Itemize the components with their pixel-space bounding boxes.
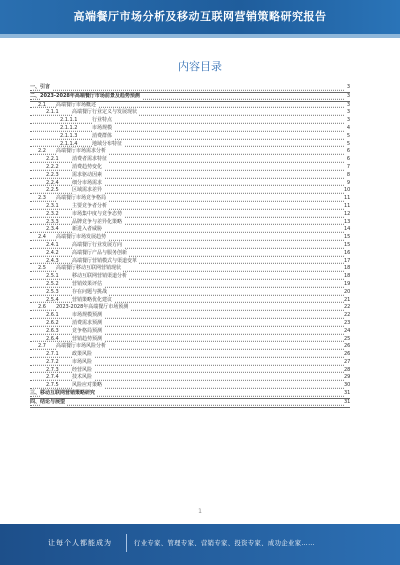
- toc-entry-number: 2.7.3: [46, 366, 59, 373]
- toc-entry-page: 13: [344, 218, 351, 225]
- toc-entry-page: 11: [344, 195, 351, 202]
- toc-entry-title: 风险应对策略: [72, 382, 103, 389]
- table-of-contents: [30, 84, 350, 408]
- toc-entry-title: 营销效果评估: [72, 280, 103, 287]
- toc-entry-title: 需求驱动因素: [72, 171, 103, 178]
- toc-entry-title: 营销趋势预测: [72, 335, 103, 342]
- toc-entry-title: 移动互联网营销渠道分析: [72, 273, 128, 280]
- toc-entry-page: 29: [344, 374, 351, 381]
- toc-entry-title: 存在问题与挑战: [72, 288, 108, 295]
- toc-entry-page: 3: [344, 93, 350, 101]
- toc-entry-number: 2.6.4: [46, 335, 59, 342]
- toc-entry-title: 2023-2028年高端餐厅市场前景及趋势预测: [40, 92, 140, 99]
- page-footer: [0, 524, 400, 565]
- toc-entry-page: 15: [344, 241, 351, 248]
- toc-entry-title: 主要竞争者分析: [72, 202, 108, 209]
- toc-leader-dots: [30, 82, 344, 91]
- toc-entry-title: 高端餐厅市场概述: [56, 101, 97, 108]
- toc-entry-number: 2.3.2: [46, 210, 59, 217]
- toc-entry-number: 2.6: [38, 304, 46, 311]
- toc-entry-title: 地域分布特征: [92, 140, 123, 147]
- toc-entry-number: 三、: [30, 390, 41, 397]
- toc-entry-title: 结论与展望: [40, 398, 66, 405]
- toc-entry-title: 技术风险: [72, 374, 93, 381]
- toc-entry-number: 2.1.1: [46, 109, 59, 116]
- toc-entry-page: 8: [344, 172, 350, 180]
- toc-entry-title: 高端餐厅产品与服务创新: [72, 249, 128, 256]
- toc-entry-page: 7: [344, 164, 350, 172]
- toc-entry-number: 2.7.5: [46, 382, 59, 389]
- toc-entry-page: 14: [344, 226, 351, 233]
- toc-entry-number: 2.2.4: [46, 179, 59, 186]
- toc-entry-number: 2.1.1.4: [60, 140, 78, 147]
- toc-entry-title: 2023-2028年高端餐厅市场预测: [56, 304, 129, 311]
- header-band: [0, 34, 400, 38]
- toc-entry-title: 市场风险: [72, 358, 93, 365]
- toc-entry-title: 市场规模: [92, 124, 113, 131]
- toc-entry-number: 2.1.1.2: [60, 124, 78, 131]
- page-header: [0, 0, 400, 34]
- toc-entry-page: 20: [344, 288, 351, 295]
- footer-divider: [126, 534, 127, 552]
- toc-entry-title: 新进入者威胁: [72, 226, 103, 233]
- toc-entry-title: 高端餐厅移动互联网营销现状: [56, 265, 122, 272]
- toc-entry-page: 15: [344, 234, 351, 241]
- toc-entry-number: 一、: [30, 84, 41, 90]
- toc-entry-number: 四、: [30, 398, 41, 405]
- toc-entry-page: 6: [344, 156, 350, 164]
- toc-entry-page: 19: [344, 280, 351, 287]
- toc-entry-title: 消费群体: [92, 132, 113, 139]
- toc-entry-number: 2.4.1: [46, 241, 59, 248]
- toc-entry-page: 24: [344, 327, 351, 334]
- toc-entry-page: 18: [344, 273, 351, 280]
- toc-entry-title: 消费需求预测: [72, 319, 103, 326]
- toc-entry-title: 营销策略优化建议: [72, 296, 113, 303]
- toc-entry-number: 2.1: [38, 101, 46, 108]
- toc-entry-page: 5: [344, 133, 350, 141]
- toc-entry-page: 18: [344, 265, 351, 272]
- footer-tagline: 行业专家、管理专家、营销专家、投资专家、成功企业家……: [134, 540, 315, 547]
- toc-entry-number: 2.5.4: [46, 296, 59, 303]
- toc-entry-number: 2.2.3: [46, 171, 59, 178]
- toc-entry-page: 3: [344, 102, 350, 110]
- toc-entry-number: 2.4.2: [46, 249, 59, 256]
- toc-entry-title: 政策风险: [72, 351, 93, 358]
- toc-entry-page: 16: [344, 249, 351, 256]
- toc-entry-title: 高端餐厅市场竞争格局: [56, 195, 107, 202]
- toc-heading: 内容目录: [178, 60, 222, 73]
- toc-entry-title: 区域需求差异: [72, 187, 103, 194]
- toc-entry-page: 9: [344, 180, 350, 188]
- toc-entry-title: 经营风险: [72, 366, 93, 373]
- toc-entry-page: 28: [344, 366, 351, 373]
- toc-entry-number: 2.6.2: [46, 319, 59, 326]
- toc-entry-title: 品牌竞争与差异化策略: [72, 218, 123, 225]
- toc-entry-page: 17: [344, 257, 351, 264]
- footer-slogan: 让每个人都能成为: [48, 539, 112, 547]
- toc-entry-page: 21: [344, 296, 351, 303]
- toc-entry-number: 2.6.1: [46, 312, 59, 319]
- toc-entry-number: 2.7.1: [46, 351, 59, 358]
- toc-entry-title: 行业特点: [92, 117, 113, 124]
- toc-entry-page: 6: [344, 148, 350, 156]
- toc-entry-number: 2.3.4: [46, 226, 59, 233]
- report-title: 高端餐厅市场分析及移动互联网营销策略研究报告: [73, 10, 327, 23]
- toc-entry-title: 消费者需求特征: [72, 156, 108, 163]
- toc-entry-number: 2.7: [38, 343, 46, 350]
- toc-entry-page: 25: [344, 335, 351, 342]
- toc-entry-number: 2.2.2: [46, 163, 59, 170]
- toc-entry[interactable]: [30, 399, 350, 408]
- toc-entry-page: 12: [344, 210, 351, 217]
- toc-entry-page: 31: [344, 398, 351, 405]
- toc-entry-page: 26: [344, 351, 351, 358]
- toc-entry-title: 高端餐厅行业发展方向: [72, 241, 123, 248]
- toc-entry-number: 2.2.1: [46, 156, 59, 163]
- toc-entry-page: 27: [344, 358, 351, 365]
- toc-entry-title: 细分市场需求: [72, 179, 103, 186]
- toc-entry-title: 市场规模预测: [72, 312, 103, 319]
- toc-entry-title: 竞争格局预测: [72, 327, 103, 334]
- toc-entry-number: 2.5: [38, 265, 46, 272]
- toc-entry-page: 31: [344, 390, 351, 397]
- toc-entry-number: 2.2: [38, 148, 46, 155]
- toc-entry-title: 高端餐厅市场风险分析: [56, 343, 107, 350]
- toc-entry-page: 26: [344, 343, 351, 350]
- toc-entry-number: 2.3.3: [46, 218, 59, 225]
- toc-entry-page: 3: [344, 84, 350, 92]
- toc-entry-title: 高端餐厅行业定义与发展现状: [72, 109, 138, 116]
- toc-entry-number: 2.7.2: [46, 358, 59, 365]
- toc-entry-title: 高端餐厅营销模式与渠道变革: [72, 257, 138, 264]
- toc-entry-number: 2.7.4: [46, 374, 59, 381]
- toc-entry-number: 2.3.1: [46, 202, 59, 209]
- toc-entry-page: 10: [344, 187, 351, 194]
- toc-entry-title: 消费趋势变化: [72, 163, 103, 170]
- toc-entry-page: 3: [344, 109, 350, 117]
- toc-entry-page: 4: [344, 125, 350, 133]
- toc-entry-number: 2.4.3: [46, 257, 59, 264]
- toc-entry-title: 市场集中度与竞争态势: [72, 210, 123, 217]
- toc-entry-number: 2.6.3: [46, 327, 59, 334]
- toc-entry-number: 二、: [30, 92, 41, 99]
- page-number: 1: [198, 508, 202, 515]
- toc-entry-number: 2.5.1: [46, 273, 59, 280]
- toc-leader-dots: [30, 397, 344, 406]
- toc-entry-number: 2.4: [38, 234, 46, 241]
- toc-entry-number: 2.2.5: [46, 187, 59, 194]
- toc-entry-number: 2.5.3: [46, 288, 59, 295]
- toc-entry-number: 2.5.2: [46, 280, 59, 287]
- toc-entry-title: 高端餐厅市场需求分析: [56, 148, 107, 155]
- toc-entry-page: 23: [344, 319, 351, 326]
- toc-entry-number: 2.3: [38, 195, 46, 202]
- toc-entry-number: 2.1.1.3: [60, 132, 78, 139]
- toc-entry-page: 30: [344, 382, 351, 389]
- toc-entry-page: 22: [344, 312, 351, 319]
- toc-entry-number: 2.1.1.1: [60, 117, 78, 124]
- toc-entry-title: 移动互联网营销策略研究: [40, 390, 96, 397]
- toc-entry-title: 高端餐厅市场发展趋势: [56, 234, 107, 241]
- toc-entry-page: 11: [344, 202, 351, 209]
- toc-entry-page: 5: [344, 141, 350, 149]
- toc-entry-page: 22: [344, 304, 351, 311]
- toc-entry-title: 引言: [40, 84, 51, 90]
- toc-entry-page: 3: [344, 117, 350, 125]
